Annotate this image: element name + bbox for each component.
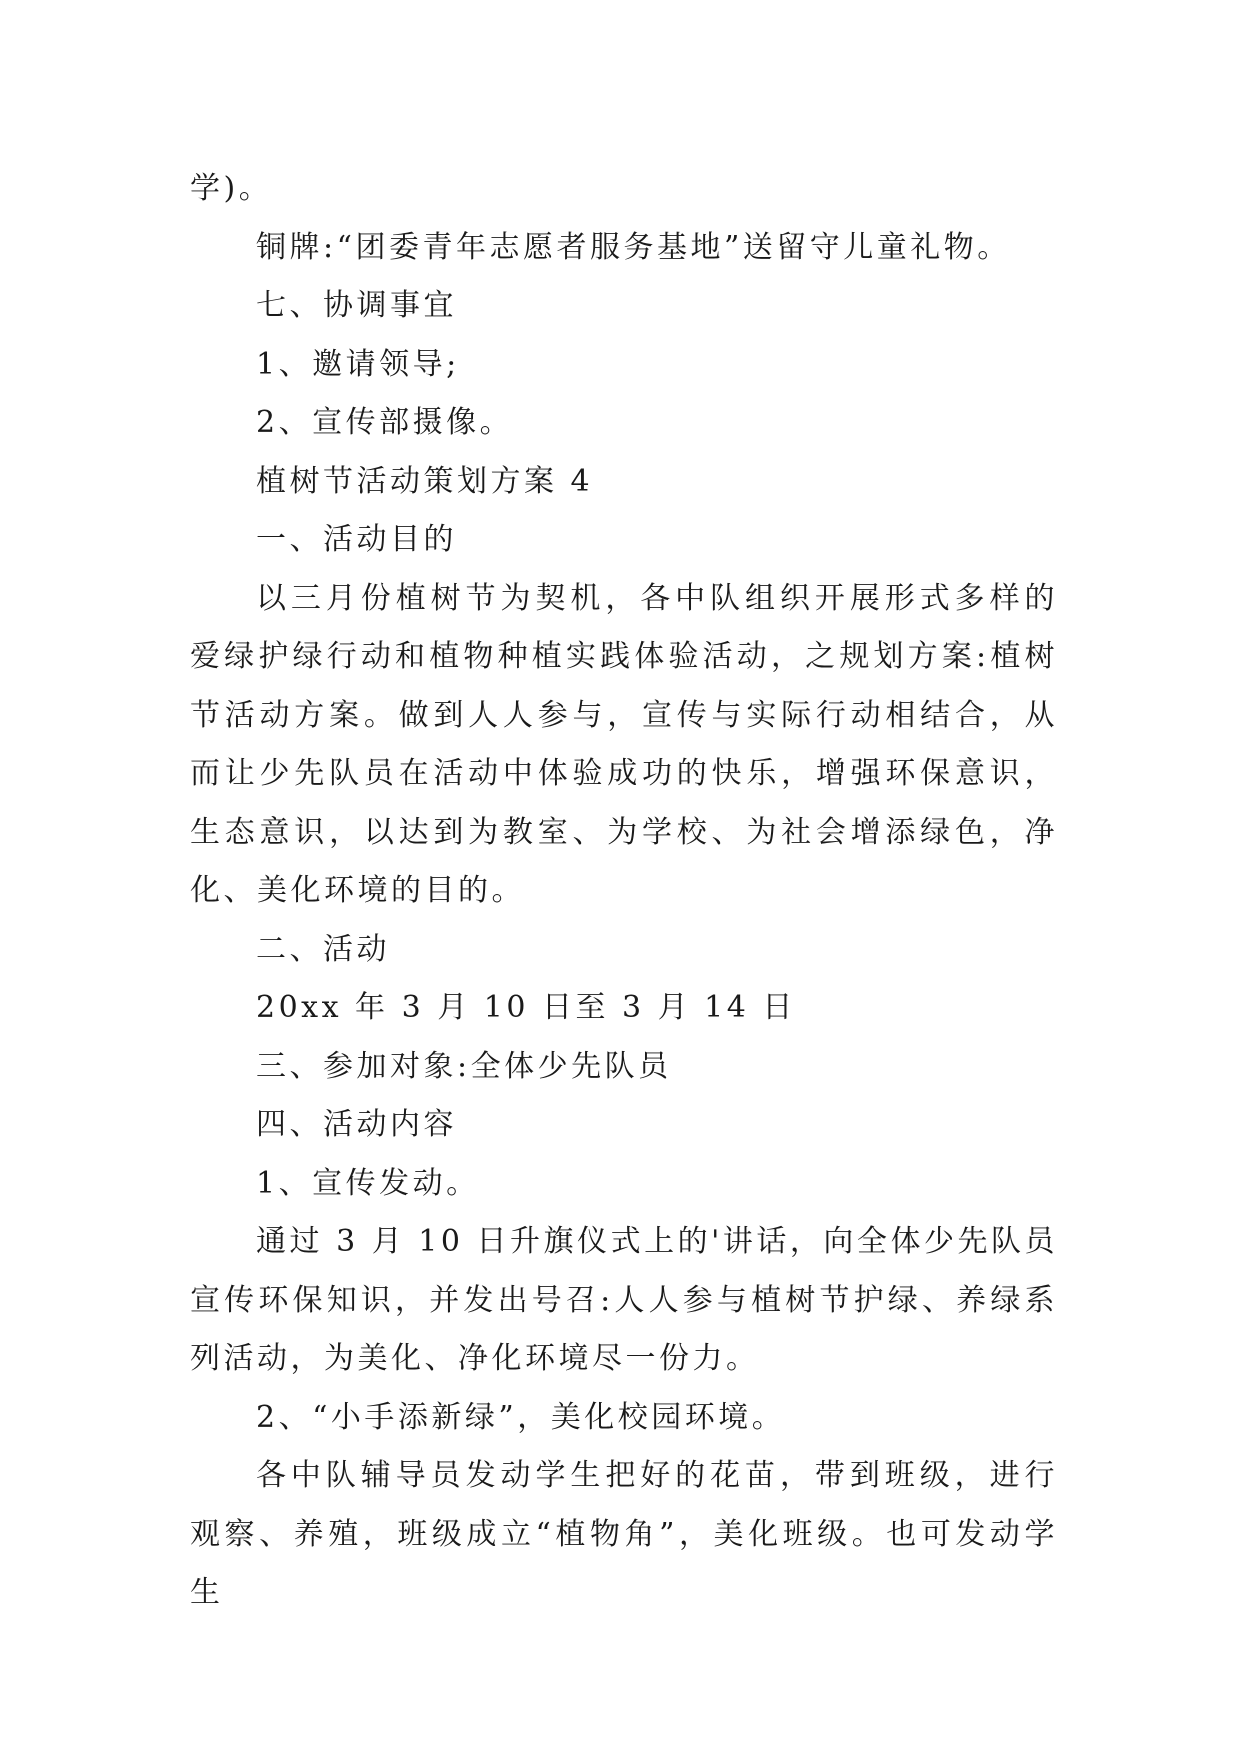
section-title-plan-4: 植树节活动策划方案 4 [256,463,594,499]
paragraph-activity-dates: 20xx 年 3 月 10 日至 3 月 14 日 [256,990,796,1025]
list-item-publicity: 1、宣传发动。 [256,1165,480,1201]
heading-participants: 三、参加对象:全体少先队员 [256,1048,672,1084]
paragraph-bronze-plaque: 铜牌:“团委青年志愿者服务基地”送留守儿童礼物。 [256,229,1011,265]
paragraph-purpose-body: 以三月份植树节为契机，各中队组织开展形式多样的爱绿护绿行动和植物种植实践体验活动，之规划方案:植树节活动方案。做到人人参与，宣传与实际行动相结合，从而让少先队员在活动中体验成功的快乐，增强环保意识，生态意识，以达到为教室、为学校、为社会增添绿色，净化、美化环境的目的。 [190,580,1058,908]
paragraph-small-hands-body: 各中队辅导员发动学生把好的花苗，带到班级，进行观察、养殖，班级成立“植物角”，美化班级。也可发动学生 [190,1458,1058,1610]
list-item-photography: 2、宣传部摄像。 [256,405,514,440]
list-item-small-hands: 2、“小手添新绿”，美化校园环境。 [256,1399,786,1435]
paragraph-continuation: 学)。 [190,171,273,206]
heading-activity: 二、活动 [256,931,390,967]
list-item-invite-leaders: 1、邀请领导; [256,346,460,382]
heading-coordination: 七、协调事宜 [256,288,457,323]
paragraph-publicity-body: 通过 3 月 10 日升旗仪式上的'讲话，向全体少先队员宣传环保知识，并发出号召:人人参与植树节护绿、养绿系列活动，为美化、净化环境尽一份力。 [190,1224,1058,1376]
document-body [190,160,1058,1623]
heading-activity-content: 四、活动内容 [256,1107,457,1142]
heading-activity-purpose: 一、活动目的 [256,522,457,557]
